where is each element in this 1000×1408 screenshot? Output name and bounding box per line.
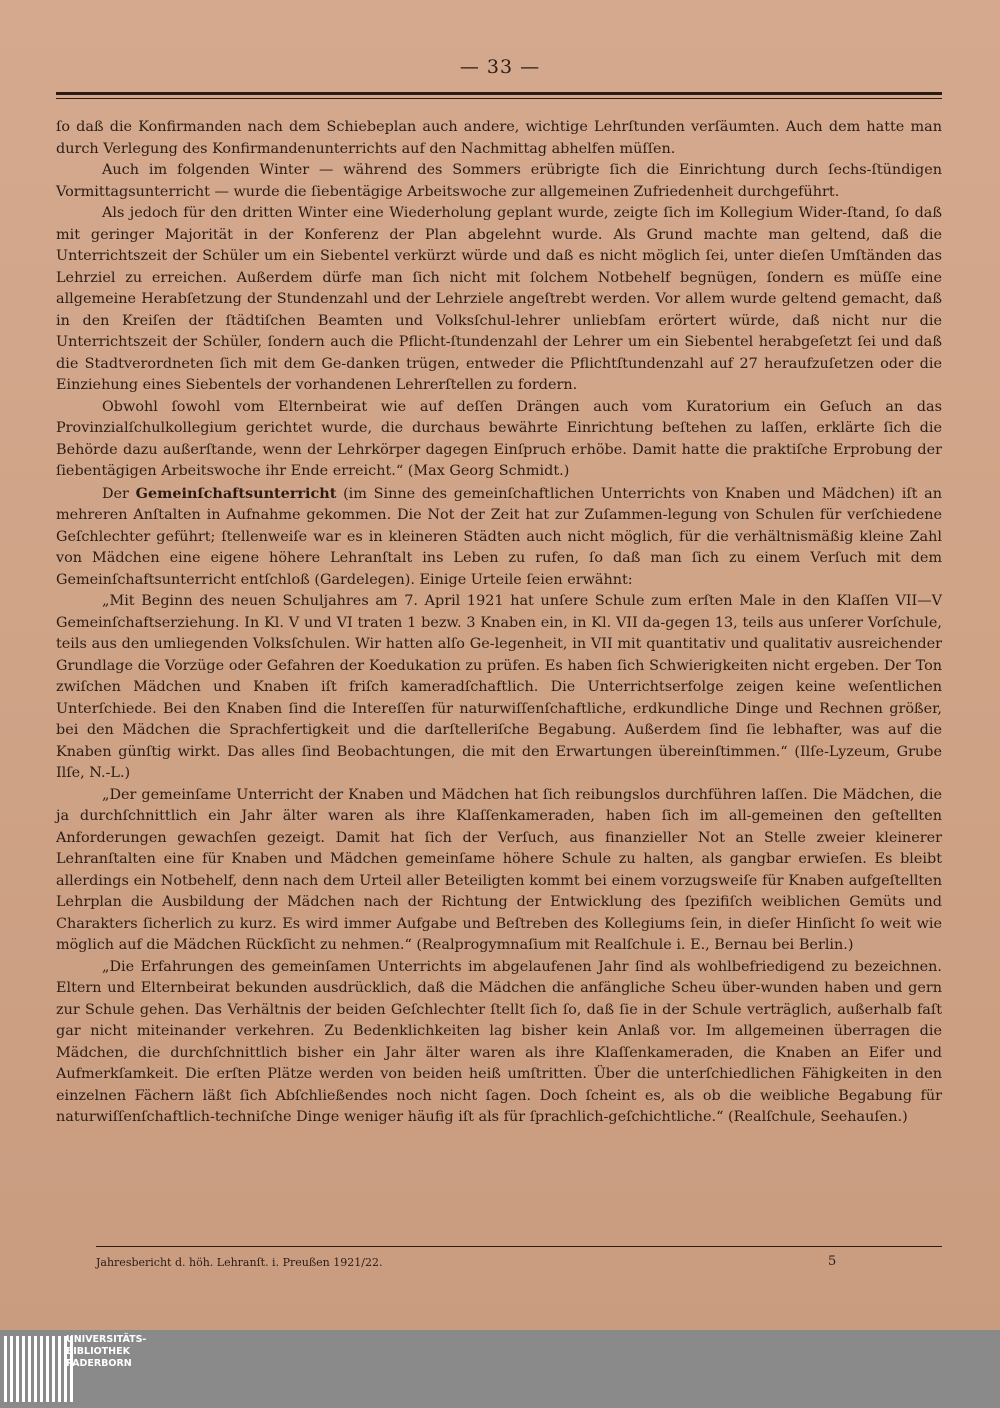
header-rule-thin xyxy=(56,98,942,99)
logo-line: UNIVERSITÄTS- xyxy=(66,1334,147,1345)
quote-paragraph: „Die Erfahrungen des gemeinſamen Unterrichts im abgelaufenen Jahr ſind als wohlbefriedigend zu bezeichnen. Eltern und Elternbeirat bekunden ausdrücklich, daß die Mädchen die anfängliche Scheu über-wunden haben und gern zur Schule gehen. Das Verhältnis der beiden Geſchlechter ſtellt ſich ſo, daß ſie in der Schule verträglich, außerhalb faſt gar nicht miteinander verkehren. Zu Bedenklichkeiten lag bisher kein Anlaß vor. Im allgemeinen überragen die Mädchen, die durchſchnittlich bisher ein Jahr älter waren als ihre Klaſſenkameraden, die Knaben an Eifer und Aufmerkſamkeit. Die erſten Plätze werden von beiden heiß umſtritten. Über die unterſchiedlichen Fähigkeiten in den einzelnen Fächern läßt ſich Abſchließendes noch nicht ſagen. Doch ſcheint es, als ob die weibliche Begabung für naturwiſſenſchaftlich-techniſche Dinge weniger häufig iſt als für ſprachlich-geſchichtliche.“ (Realſchule, Seehauſen.) xyxy=(56,958,942,1125)
paragraph: Als jedoch für den dritten Winter eine Wiederholung geplant wurde, zeigte ſich im Kollegium Wider-ſtand, ſo daß mit geringer Majorität in der Konferenz der Plan abgelehnt wurde. Als Grund machte man geltend, daß die Unterrichtszeit der Schüler um ein Siebentel verkürzt würde und daß es nicht möglich ſei, unter dieſen Umſtänden das Lehrziel zu erreichen. Außerdem dürfe man ſich nicht mit ſolchem Notbehelf begnügen, ſondern es müſſe eine allgemeine Herabſetzung der Stundenzahl und der Lehrziele angeſtrebt werden. Vor allem wurde geltend gemacht, daß in den Kreiſen der ſtädtiſchen Beamten und Volksſchul-lehrer unliebſam erörtert würde, daß nicht nur die Unterrichtszeit der Schüler, ſondern auch die Pflicht-ſtundenzahl der Lehrer um ein Siebentel herabgeſetzt ſei und daß die Stadtverordneten ſich mit dem Ge-danken trügen, entweder die Pflichtſtundenzahl auf 27 heraufzuſetzen oder die Einziehung eines Siebentels der vorhandenen Lehrerſtellen zu fordern. xyxy=(56,205,942,393)
page-number: — 33 — xyxy=(459,56,541,78)
library-logo-text xyxy=(66,1334,146,1370)
quote-paragraph: „Mit Beginn des neuen Schuljahres am 7. April 1921 hat unſere Schule zum erſten Male in den Klaſſen VII—V Gemeinſchaftserziehung. In Kl. V und VI traten 1 bezw. 3 Knaben ein, in Kl. VII da-gegen 13, teils aus unſerer Vorſchule, teils aus den umliegenden Volksſchulen. Wir hatten alſo Ge-legenheit, in VII mit quantitativ und qualitativ ausreichender Grundlage die Vorzüge oder Gefahren der Koedukation zu prüfen. Es haben ſich Schwierigkeiten nicht ergeben. Der Ton zwiſchen Mädchen und Knaben iſt friſch kameradſchaftlich. Die Unterrichtserfolge zeigen keine weſentlichen Unterſchiede. Bei den Knaben ſind die Intereſſen für naturwiſſenſchaftliche, erdkundliche Dinge und Rechnen größer, bei den Mädchen die Sprachfertigkeit und die darſtelleriſche Begabung. Außerdem ſind ſie lebhafter, was auf die Knaben günſtig wirkt. Das alles ſind Beobachtungen, die mit den Erwartungen übereinſtimmen.“ (Ilſe-Lyzeum, Grube Ilſe, N.-L.) xyxy=(56,593,942,781)
paragraph: Obwohl ſowohl vom Elternbeirat wie auf deſſen Drängen auch vom Kuratorium ein Geſuch an das Provinzialſchulkollegium gerichtet wurde, die durchaus bewährte Einrichtung beſtehen zu laſſen, erklärte ſich die Behörde dazu außerſtande, wenn der Lehrkörper dagegen Einſpruch erhöbe. Damit hatte die praktiſche Erprobung der ſiebentägigen Arbeitswoche ihr Ende erreicht.“ (Max Georg Schmidt.) xyxy=(56,398,942,479)
footer-citation: Jahresbericht d. höh. Lehranſt. i. Preußen 1921/22. xyxy=(96,1256,383,1269)
logo-line: PADERBORN xyxy=(66,1358,132,1369)
paragraph-lead: Der xyxy=(102,485,136,502)
quote-paragraph: „Der gemeinſame Unterricht der Knaben und Mädchen hat ſich reibungslos durchführen laſſen. Die Mädchen, die ja durchſchnittlich ein Jahr älter waren als ihre Klaſſenkameraden, haben ſich im all-gemeinen den geſtellten Anforderungen gewachſen gezeigt. Damit hat ſich der Verſuch, aus finanzieller Not an Stelle zweier kleinerer Lehranſtalten eine für Knaben und Mädchen gemeinſame höhere Schule zu halten, als gangbar erwieſen. Es bleibt allerdings ein Notbehelf, denn nach dem Urteil aller Beteiligten kommt bei einem vorzugsweiſe für Knaben aufgeſtellten Lehrplan die Ausbildung der Mädchen nach der Richtung der Entwicklung des ſpezifiſch weiblichen Gemüts und Charakters ſicherlich zu kurz. Es wird immer Aufgabe und Beſtreben des Kollegiums ſein, in dieſer Hinſicht ſo weit wie möglich auf die Mädchen Rückſicht zu nehmen.“ (Realprogymnaſium mit Realſchule i. E., Bernau bei Berlin.) xyxy=(56,786,942,953)
logo-line: BIBLIOTHEK xyxy=(66,1346,130,1357)
footer-rule xyxy=(96,1246,942,1247)
paragraph: Auch im folgenden Winter — während des Sommers erübrigte ſich die Einrichtung durch ſechs-ſtündigen Vormittagsunterricht — wurde die ſiebentägige Arbeitswoche zur allgemeinen Zufriedenheit durchgeführt. xyxy=(56,162,942,200)
paragraph xyxy=(56,483,942,592)
header-rule-thick xyxy=(56,92,942,95)
bold-term: Gemeinſchaftsunterricht xyxy=(135,484,337,502)
library-strip xyxy=(0,1330,1000,1408)
library-logo-icon xyxy=(4,1336,73,1402)
footer-signature-mark: 5 xyxy=(828,1254,837,1269)
paragraph: ſo daß die Konfirmanden nach dem Schiebeplan auch andere, wichtige Lehrſtunden verſäumten. Auch dem hatte man durch Verlegung des Konfirmandenunterrichts auf den Nachmittag abhelfen müſſen. xyxy=(56,119,942,157)
body-text xyxy=(56,117,942,1129)
paragraph-rest: (im Sinne des gemeinſchaftlichen Unterrichts von Knaben und Mädchen) iſt an mehreren Anſtalten in Aufnahme gekommen. Die Not der Zeit hat zur Zuſammen-legung von Schulen für verſchiedene Geſchlechter geführt; ſtellenweiſe war es in kleineren Städten auch nicht möglich, für die verhältnismäßig kleine Zahl von Mädchen eine eigene höhere Lehranſtalt ins Leben zu rufen, ſo daß man ſich zu einem Verſuch mit dem Gemeinſchaftsunterricht entſchloß (Gardelegen). Einige Urteile ſeien erwähnt: xyxy=(56,485,943,588)
